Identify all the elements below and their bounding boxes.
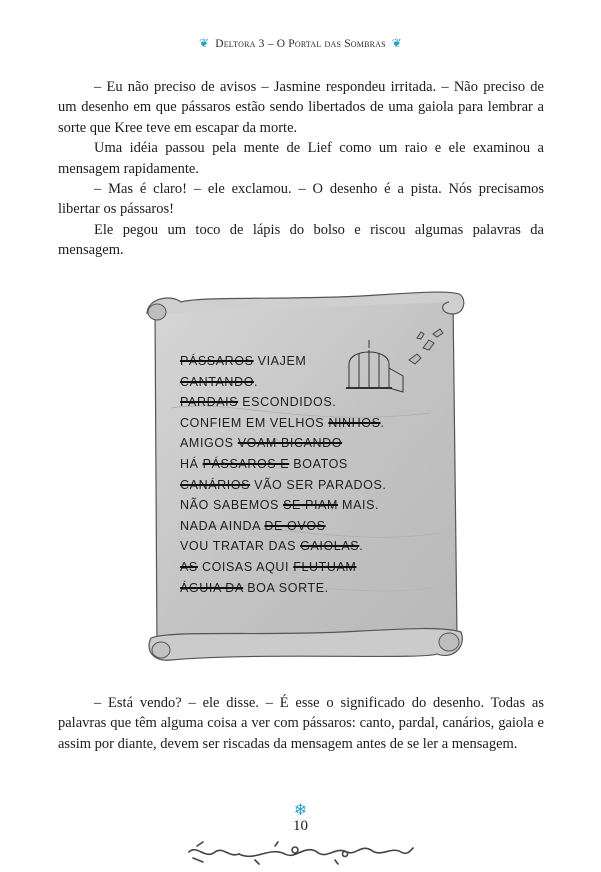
message-line: NADA AINDA DE OVOS [180, 518, 326, 533]
message-line: AMIGOS VOAM BICANDO [180, 436, 343, 451]
scroll-message [180, 351, 410, 598]
message-line: AS COISAS AQUI FLUTUAM [180, 559, 357, 574]
paragraph: – Está vendo? – ele disse. – É esse o significado do desenho. Todas as palavras que têm alguma coisa a ver com pássaros: canto, pardal, canários, gaiola e assim por diante, devem ser riscadas da mensagem antes de se ler a mensagem. [58, 695, 544, 752]
running-header [0, 36, 601, 51]
leaf-ornament-icon: ❦ [198, 36, 210, 50]
body-text-bottom [58, 693, 544, 754]
message-line: ÁGUIA DA BOA SORTE. [180, 580, 329, 595]
paragraph: – Eu não preciso de avisos – Jasmine respondeu irritada. – Não preciso de um desenho em que pássaros estão sendo libertados de uma gaiola para lembrar a sorte que Kree teve em escapar da morte. [58, 79, 544, 136]
snowflake-ornament-icon: ❄ [293, 802, 308, 819]
body-text-top [58, 77, 544, 261]
message-line: VOU TRATAR DAS GAIOLAS. [180, 539, 364, 554]
message-line: CANTANDO. [180, 374, 259, 389]
page-number: 10 [293, 818, 308, 834]
paragraph: – Mas é claro! – ele exclamou. – O desenho é a pista. Nós precisamos libertar os pássaros! [58, 181, 544, 218]
paragraph: Ele pegou um toco de lápis do bolso e riscou algumas palavras da mensagem. [58, 221, 544, 259]
header-title: Deltora 3 – O Portal das Sombras [215, 38, 386, 50]
message-line: PARDAIS ESCONDIDOS. [180, 395, 337, 410]
dragon-ornament-icon [185, 838, 417, 868]
message-line: PÁSSAROS VIAJEM [180, 354, 307, 368]
message-line: CANÁRIOS VÃO SER PARADOS. [180, 477, 387, 492]
message-line: HÁ PÁSSAROS E BOATOS [180, 456, 348, 471]
leaf-ornament-icon: ❦ [391, 36, 403, 50]
message-line: CONFIEM EM VELHOS NINHOS. [180, 415, 385, 430]
message-line: NÃO SABEMOS SE PIAM MAIS. [180, 498, 380, 513]
paragraph: Uma idéia passou pela mente de Lief como um raio e ele examinou a mensagem rapidamente. [58, 140, 544, 177]
